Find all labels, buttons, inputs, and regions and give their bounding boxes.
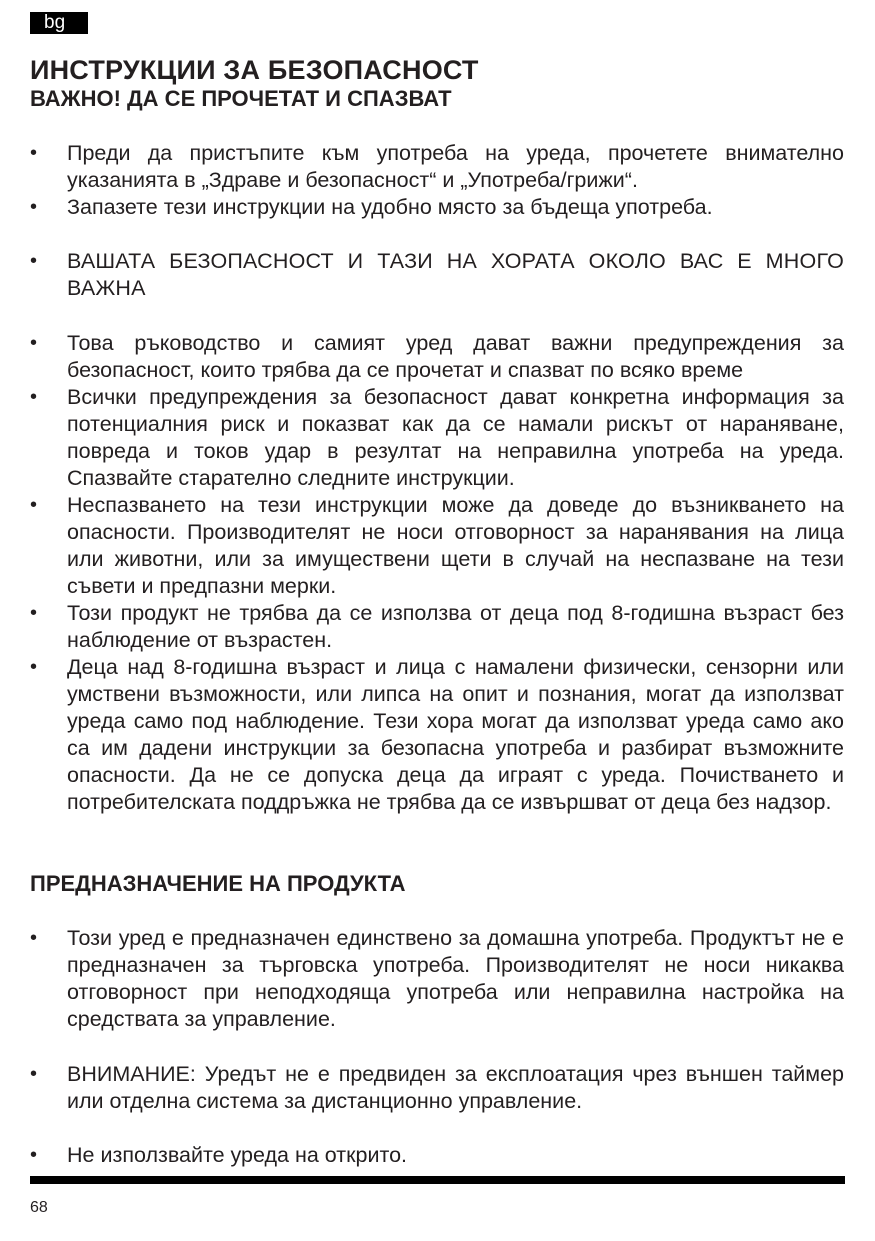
bullet: • bbox=[30, 494, 38, 516]
list-item bbox=[30, 330, 844, 384]
attention-list bbox=[30, 1061, 844, 1115]
page-number: 68 bbox=[30, 1199, 48, 1216]
list-item bbox=[30, 1142, 844, 1169]
list-item bbox=[30, 384, 844, 492]
list-item bbox=[30, 140, 844, 194]
bullet: • bbox=[30, 1144, 38, 1166]
list-item-text: ВАШАТА БЕЗОПАСНОСТ И ТАЗИ НА ХОРАТА ОКОЛО ВАС Е МНОГО ВАЖНА bbox=[67, 249, 844, 300]
bullet: • bbox=[30, 196, 38, 218]
bullet: • bbox=[30, 142, 38, 164]
language-tab: bg bbox=[30, 12, 88, 34]
page-subtitle: ВАЖНО! ДА СЕ ПРОЧЕТАТ И СПАЗВАТ bbox=[30, 86, 452, 111]
list-item-text: Този уред е предназначен единствено за домашна употреба. Продуктът не е предназначен за търговска употреба. Производителят не носи никаква отговорност при неподходяща употреба или неправилна настройка на средствата за управление. bbox=[67, 926, 844, 1031]
list-item-text: Това ръководство и самият уред дават важни предупреждения за безопасност, които трябва да се прочетат и спазват по всяко време bbox=[67, 331, 844, 382]
safety-importance-list bbox=[30, 248, 844, 302]
bullet: • bbox=[30, 1063, 38, 1085]
list-item bbox=[30, 492, 844, 600]
list-item-text: Преди да пристъпите към употреба на уреда, прочетете внимателно указанията в „Здраве и безопасност“ и „Употреба/грижи“. bbox=[67, 141, 844, 192]
intro-list bbox=[30, 140, 844, 221]
list-item-text: ВНИМАНИЕ: Уредът не е предвиден за експлоатация чрез външен таймер или отделна система за дистанционно управление. bbox=[67, 1062, 844, 1113]
list-item bbox=[30, 248, 844, 302]
section-title-intended-use: ПРЕДНАЗНАЧЕНИЕ НА ПРОДУКТА bbox=[30, 871, 406, 896]
list-item bbox=[30, 654, 844, 816]
warnings-list bbox=[30, 330, 844, 816]
bullet: • bbox=[30, 927, 38, 949]
bullet: • bbox=[30, 250, 38, 272]
bullet: • bbox=[30, 332, 38, 354]
bullet: • bbox=[30, 602, 38, 624]
footer-rule bbox=[30, 1176, 845, 1184]
list-item bbox=[30, 1061, 844, 1115]
list-item bbox=[30, 925, 844, 1033]
list-item-text: Неспазването на тези инструкции може да доведе до възникването на опасности. Производителят не носи отговорност за наранявания на лица или животни, или за имуществени щети в случай на неспазване на тези съвети и предпазни мерки. bbox=[67, 493, 844, 598]
bullet: • bbox=[30, 386, 38, 408]
list-item-text: Този продукт не трябва да се използва от деца под 8-годишна възраст без наблюдение от възрастен. bbox=[67, 601, 844, 652]
page-title: ИНСТРУКЦИИ ЗА БЕЗОПАСНОСТ bbox=[30, 55, 479, 85]
list-item-text: Деца над 8-годишна възраст и лица с намалени физически, сензорни или умствени възможности, или липса на опит и познания, могат да използват уреда само под наблюдение. Тези хора могат да използват уреда само ако са им дадени инструкции за безопасна употреба и разбират възможните опасности. Да не се допуска деца да играят с уреда. Почистването и потребителската поддръжка не трябва да се извършват от деца без надзор. bbox=[67, 655, 844, 814]
intended-use-list bbox=[30, 925, 844, 1033]
list-item-text: Всички предупреждения за безопасност дават конкретна информация за потенциалния риск и показват как да се намали рискът от нараняване, повреда и токов удар в резултат на неправилна употреба на уреда. Спазвайте старателно следните инструкции. bbox=[67, 385, 844, 490]
list-item bbox=[30, 194, 844, 221]
list-item-text: Не използвайте уреда на открито. bbox=[67, 1143, 408, 1167]
bullet: • bbox=[30, 656, 38, 678]
list-item-text: Запазете тези инструкции на удобно място за бъдеща употреба. bbox=[67, 195, 713, 219]
outdoor-list bbox=[30, 1142, 844, 1169]
list-item bbox=[30, 600, 844, 654]
